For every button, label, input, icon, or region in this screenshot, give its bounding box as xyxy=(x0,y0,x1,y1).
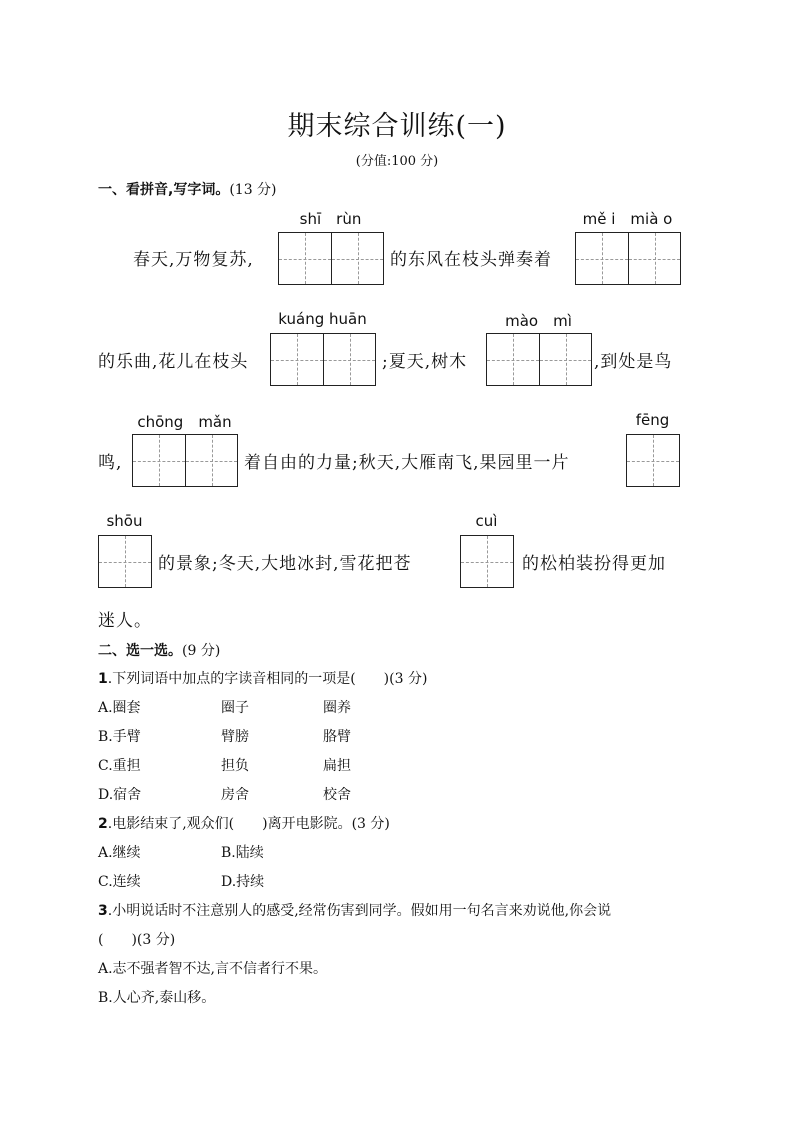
answer-cell[interactable] xyxy=(133,435,185,486)
answer-cell[interactable] xyxy=(279,233,331,284)
text-line4b: 的松柏装扮得更加 xyxy=(522,554,666,574)
answer-cell[interactable] xyxy=(185,435,237,486)
text-line3b: 着自由的力量;秋天,大雁南飞,果园里一片 xyxy=(244,453,570,473)
q1-option-b[interactable]: B.手臂 xyxy=(98,729,141,745)
section2-points: (9 分) xyxy=(182,643,221,659)
q3-option-a[interactable]: A.志不强者智不达,言不信者行不果。 xyxy=(98,961,328,977)
text-line1a: 春天,万物复苏, xyxy=(133,250,254,270)
q1-option-b-word2: 臂膀 xyxy=(221,729,249,745)
q2-option-d[interactable]: D.持续 xyxy=(221,874,265,890)
page-title: 期末综合训练(一) xyxy=(287,111,507,142)
question-1 xyxy=(98,668,427,688)
text-line2c: ,到处是鸟 xyxy=(594,352,673,372)
answer-grid-cui[interactable] xyxy=(460,535,514,588)
section1-heading xyxy=(98,179,277,199)
answer-cell[interactable] xyxy=(99,536,151,587)
q1-option-c[interactable]: C.重担 xyxy=(98,758,141,774)
answer-grid-shou[interactable] xyxy=(98,535,152,588)
q1-option-b-word3: 胳臂 xyxy=(323,729,351,745)
answer-grid-shirun[interactable] xyxy=(278,232,384,285)
question-2 xyxy=(98,813,390,833)
answer-cell[interactable] xyxy=(576,233,628,284)
pinyin-meimiao: mě i mià o xyxy=(582,210,673,228)
q2-option-a[interactable]: A.继续 xyxy=(98,845,141,861)
pinyin-feng: fēng xyxy=(635,411,670,429)
q1-option-a-word2: 圈子 xyxy=(221,700,249,716)
question-1-number: 1 xyxy=(98,671,108,687)
q1-option-a-word3: 圈养 xyxy=(323,700,351,716)
answer-cell[interactable] xyxy=(271,334,323,385)
q1-option-d-word3: 校舍 xyxy=(323,787,351,803)
answer-cell[interactable] xyxy=(323,334,375,385)
score-note: (分值:100 分) xyxy=(355,154,439,169)
text-line2a: 的乐曲,花儿在枝头 xyxy=(98,352,249,372)
pinyin-maomi: mào mì xyxy=(505,312,572,330)
section2-title: 二、选一选。 xyxy=(98,643,182,659)
answer-cell[interactable] xyxy=(539,334,591,385)
pinyin-cui: cuì xyxy=(475,512,498,530)
text-line4a: 的景象;冬天,大地冰封,雪花把苍 xyxy=(158,554,412,574)
pinyin-kuanghuan: kuáng huān xyxy=(278,310,367,328)
answer-cell[interactable] xyxy=(461,536,513,587)
q2-option-b[interactable]: B.陆续 xyxy=(221,845,264,861)
question-3-text: .小明说话时不注意别人的感受,经常伤害到同学。假如用一句名言来劝说他,你会说 xyxy=(107,903,612,919)
section1-title: 一、看拼音,写字词。 xyxy=(98,182,230,198)
answer-cell[interactable] xyxy=(487,334,539,385)
answer-cell[interactable] xyxy=(331,233,383,284)
q1-option-a[interactable]: A.圈套 xyxy=(98,700,141,716)
text-line5: 迷人。 xyxy=(98,611,152,631)
pinyin-chongman: chōng mǎn xyxy=(137,413,232,431)
text-line2b: ;夏天,树木 xyxy=(382,352,468,372)
question-3 xyxy=(98,900,611,920)
answer-cell[interactable] xyxy=(628,233,680,284)
section2-heading xyxy=(98,640,220,660)
question-3-answer-blank: ( )(3 分) xyxy=(98,932,176,948)
text-line3a: 鸣, xyxy=(98,453,123,473)
q1-option-d-word2: 房舍 xyxy=(221,787,249,803)
question-2-number: 2 xyxy=(98,816,108,832)
question-2-text: .电影结束了,观众们( )离开电影院。(3 分) xyxy=(107,816,390,832)
answer-grid-maomi[interactable] xyxy=(486,333,592,386)
q1-option-d[interactable]: D.宿舍 xyxy=(98,787,142,803)
q1-option-c-word2: 担负 xyxy=(221,758,249,774)
answer-cell[interactable] xyxy=(627,435,679,486)
q3-option-b[interactable]: B.人心齐,泰山移。 xyxy=(98,990,216,1006)
pinyin-shou: shōu xyxy=(106,512,143,530)
question-1-text: .下列词语中加点的字读音相同的一项是( )(3 分) xyxy=(107,671,428,687)
answer-grid-meimiao[interactable] xyxy=(575,232,681,285)
question-3-number: 3 xyxy=(98,903,108,919)
answer-grid-chongman[interactable] xyxy=(132,434,238,487)
answer-grid-kuanghuan[interactable] xyxy=(270,333,376,386)
section1-points: (13 分) xyxy=(229,182,277,198)
q2-option-c[interactable]: C.连续 xyxy=(98,874,141,890)
q1-option-c-word3: 扁担 xyxy=(323,758,351,774)
text-line1b: 的东风在枝头弹奏着 xyxy=(390,250,552,270)
answer-grid-feng[interactable] xyxy=(626,434,680,487)
pinyin-shirun: shī rùn xyxy=(299,210,362,228)
